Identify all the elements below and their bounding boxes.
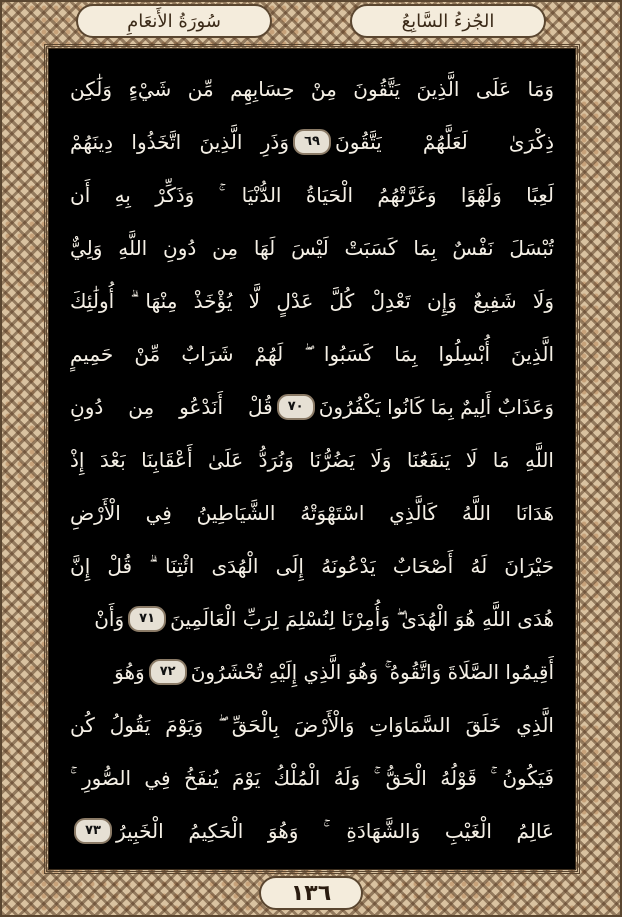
page-number: ١٣٦: [290, 880, 332, 906]
verse-line-text: وَعَذَابٌ أَلِيمٌ بِمَا كَانُوا يَكْفُرُونَ: [318, 394, 554, 419]
verse-line-continuation: وَذَرِ الَّذِينَ اتَّخَذُوا دِينَهُمْ: [70, 129, 289, 154]
juz-title: الجُزءُ السَّابِعُ: [401, 10, 495, 32]
verse-line-text: ذِكْرَىٰ لَعَلَّهُمْ يَتَّقُونَ: [335, 129, 554, 154]
verse-line-text: هُدَى اللَّهِ هُوَ الْهُدَىٰ ۖ وَأُمِرْنَا لِنُسْلِمَ لِرَبِّ الْعَالَمِينَ: [170, 606, 554, 631]
verse-line-continuation: وَأَنْ: [94, 606, 125, 631]
verse-line-text: اللَّهِ مَا لَا يَنفَعُنَا وَلَا يَضُرُّنَا وَنُرَدُّ عَلَىٰ أَعْقَابِنَا بَعْدَ إِذْ: [70, 447, 554, 472]
verse-line: [70, 698, 554, 751]
verse-line: [70, 539, 554, 592]
verse-line: [70, 221, 554, 274]
verse-line-text: عَالِمُ الْغَيْبِ وَالشَّهَادَةِ ۚ وَهُوَ الْحَكِيمُ الْخَبِيرُ: [116, 818, 554, 843]
verse-line: [70, 327, 554, 380]
verse-line-text: فَيَكُونُ ۚ قَوْلُهُ الْحَقُّ ۚ وَلَهُ الْمُلْكُ يَوْمَ يُنفَخُ فِي الصُّورِ ۚ: [70, 765, 554, 790]
verse-lines: [70, 62, 554, 857]
verse-line: [70, 168, 554, 221]
juz-title-cartouche: [350, 4, 546, 38]
verse-line-continuation: قُلْ أَنَدْعُو مِن دُونِ: [70, 394, 273, 419]
verse-line: [70, 804, 554, 857]
verse-line: [70, 751, 554, 804]
verse-line: [70, 62, 554, 115]
verse-line-text: لَعِبًا وَلَهْوًا وَغَرَّتْهُمُ الْحَيَاةُ الدُّنْيَا ۚ وَذَكِّرْ بِهِ أَن: [70, 182, 554, 207]
verse-line: [70, 274, 554, 327]
surah-title: سُورَةُ الأَنعَامِ: [127, 10, 221, 32]
ayah-number-marker: ٧٣: [74, 818, 112, 844]
verse-line: [70, 592, 554, 645]
verse-line-text: هَدَانَا اللَّهُ كَالَّذِي اسْتَهْوَتْهُ الشَّيَاطِينُ فِي الْأَرْضِ: [70, 500, 554, 525]
ayah-number-marker: ٦٩: [293, 129, 331, 155]
page-number-badge: [259, 876, 363, 910]
verse-line-text: حَيْرَانَ لَهُ أَصْحَابٌ يَدْعُونَهُ إِلَى الْهُدَى ائْتِنَا ۗ قُلْ إِنَّ: [70, 553, 554, 578]
verse-line: [70, 380, 554, 433]
verse-line-continuation: وَهُوَ: [114, 659, 145, 684]
verse-line-text: أَقِيمُوا الصَّلَاةَ وَاتَّقُوهُ ۚ وَهُوَ الَّذِي إِلَيْهِ تُحْشَرُونَ: [190, 659, 554, 684]
verse-line: [70, 486, 554, 539]
verse-line-text: الَّذِي خَلَقَ السَّمَاوَاتِ وَالْأَرْضَ بِالْحَقِّ ۖ وَيَوْمَ يَقُولُ كُن: [70, 712, 554, 737]
verse-line: [70, 115, 554, 168]
verse-line-text: الَّذِينَ أُبْسِلُوا بِمَا كَسَبُوا ۖ لَهُمْ شَرَابٌ مِّنْ حَمِيمٍ: [70, 341, 554, 366]
ayah-number-marker: ٧٢: [149, 659, 187, 685]
verse-line-text: وَلَا شَفِيعٌ وَإِن تَعْدِلْ كُلَّ عَدْلٍ لَّا يُؤْخَذْ مِنْهَا ۗ أُولَٰئِكَ: [70, 288, 554, 313]
surah-title-cartouche: [76, 4, 272, 38]
ayah-number-marker: ٧٠: [277, 394, 315, 420]
verse-line-text: تُبْسَلَ نَفْسٌ بِمَا كَسَبَتْ لَيْسَ لَهَا مِن دُونِ اللَّهِ وَلِيٌّ: [70, 235, 554, 260]
ayah-number-marker: ٧١: [128, 606, 166, 632]
verse-line-text: وَمَا عَلَى الَّذِينَ يَتَّقُونَ مِنْ حِسَابِهِم مِّن شَيْءٍ وَلَٰكِن: [70, 76, 554, 101]
verse-line: [70, 645, 554, 698]
verse-line: [70, 433, 554, 486]
